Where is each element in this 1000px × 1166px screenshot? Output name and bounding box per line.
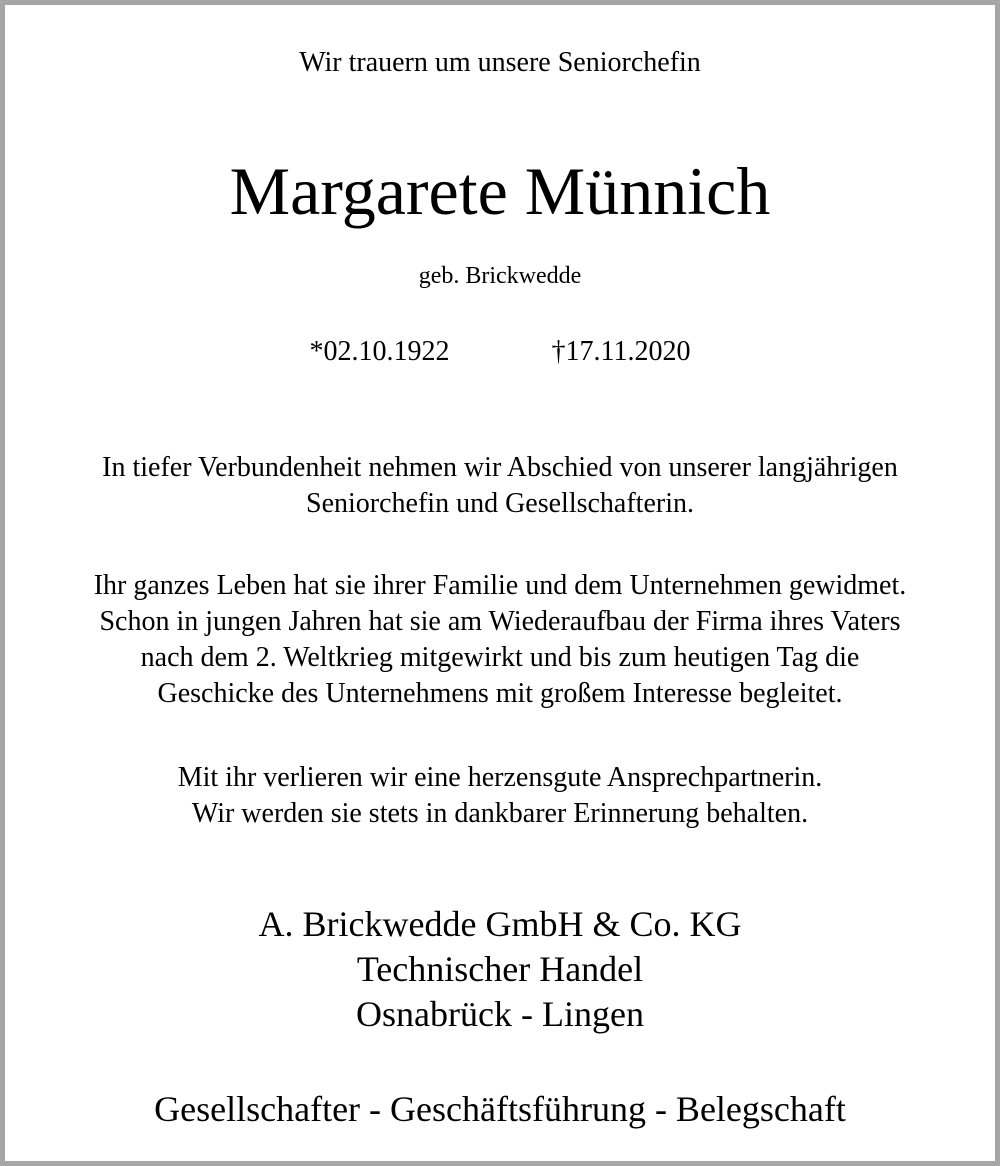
life-dates: [5, 338, 995, 366]
company-locations: Osnabrück - Lingen: [356, 994, 644, 1034]
paragraph-line: Ihr ganzes Leben hat sie ihrer Familie und dem Unternehmen gewidmet.: [93, 570, 907, 601]
paragraph-line: Geschicke des Unternehmens mit großem Interesse begleitet.: [157, 678, 843, 709]
paragraph-line: In tiefer Verbundenheit nehmen wir Abschied von unserer langjährigen: [102, 452, 898, 483]
closing-signature: Gesellschafter - Geschäftsführung - Belegschaft: [154, 1089, 846, 1129]
birth-date: *02.10.1922: [309, 336, 450, 367]
paragraph-farewell: [5, 450, 995, 522]
intro-line: Wir trauern um unsere Seniorchefin: [299, 47, 701, 78]
paragraph-life: [5, 568, 995, 712]
deceased-name: Margarete Münnich: [229, 153, 771, 229]
death-date: †17.11.2020: [551, 336, 691, 367]
paragraph-line: nach dem 2. Weltkrieg mitgewirkt und bis zum heutigen Tag die: [140, 642, 860, 673]
paragraph-line: Seniorchefin und Gesellschafterin.: [306, 488, 694, 519]
paragraph-line: Schon in jungen Jahren hat sie am Wiederaufbau der Firma ihres Vaters: [99, 606, 901, 637]
birth-name: geb. Brickwedde: [418, 263, 582, 289]
company-block: [5, 902, 995, 1037]
company-name: A. Brickwedde GmbH & Co. KG: [258, 904, 742, 944]
paragraph-remembrance: [5, 760, 995, 832]
company-division: Technischer Handel: [356, 949, 644, 989]
paragraph-line: Wir werden sie stets in dankbarer Erinnerung behalten.: [191, 798, 809, 829]
paragraph-line: Mit ihr verlieren wir eine herzensgute Ansprechpartnerin.: [177, 762, 823, 793]
